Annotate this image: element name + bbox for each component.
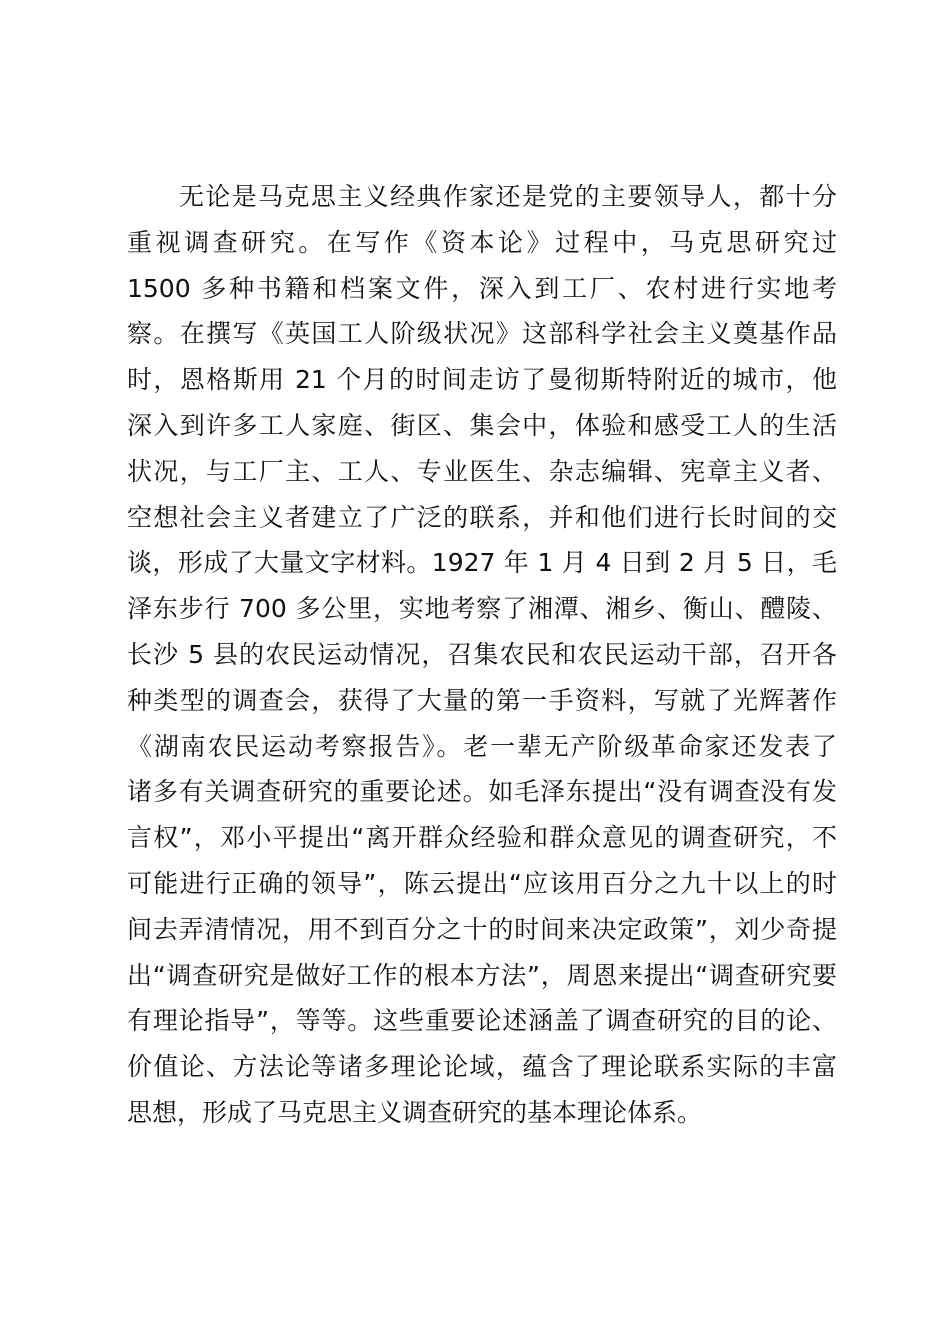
paragraph-line: 《湖南农民运动考察报告》。老一辈无产阶级革命家还发表了 (127, 731, 837, 761)
paragraph-line: 种类型的调查会，获得了大量的第一手资料，写就了光辉著作 (127, 685, 837, 715)
paragraph-line: 时，恩格斯用 21 个月的时间走访了曼彻斯特附近的城市，他 (127, 365, 837, 395)
paragraph-line: 诸多有关调查研究的重要论述。如毛泽东提出“没有调查没有发 (127, 777, 837, 807)
paragraph-line: 可能进行正确的领导”，陈云提出“应该用百分之九十以上的时 (127, 868, 837, 898)
paragraph-line: 思想，形成了马克思主义调查研究的基本理论体系。 (127, 1097, 703, 1127)
paragraph-line: 言权”，邓小平提出“离开群众经验和群众意见的调查研究，不 (127, 823, 837, 853)
paragraph-line: 重视调查研究。在写作《资本论》过程中，马克思研究过 (127, 227, 837, 257)
paragraph-line: 谈，形成了大量文字材料。1927 年 1 月 4 日到 2 月 5 日，毛 (127, 548, 837, 578)
paragraph-line: 间去弄清情况，用不到百分之十的时间来决定政策”，刘少奇提 (127, 914, 837, 944)
paragraph-line: 察。在撰写《英国工人阶级状况》这部科学社会主义奠基作品 (127, 319, 837, 349)
paragraph-line: 价值论、方法论等诸多理论论域，蕴含了理论联系实际的丰富 (127, 1052, 837, 1082)
paragraph-line: 深入到许多工人家庭、街区、集会中，体验和感受工人的生活 (127, 410, 837, 440)
paragraph-line: 无论是马克思主义经典作家还是党的主要领导人，都十分 (179, 182, 837, 211)
paragraph-line: 状况，与工厂主、工人、专业医生、杂志编辑、宪章主义者、 (127, 456, 837, 486)
paragraph-line: 泽东步行 700 多公里，实地考察了湘潭、湘乡、衡山、醴陵、 (127, 594, 837, 624)
body-paragraph (127, 174, 837, 1136)
paragraph-line: 有理论指导”，等等。这些重要论述涵盖了调查研究的目的论、 (127, 1006, 837, 1036)
paragraph-line: 出“调查研究是做好工作的根本方法”，周恩来提出“调查研究要 (127, 960, 837, 990)
paragraph-line: 1500 多种书籍和档案文件，深入到工厂、农村进行实地考 (127, 273, 837, 303)
paragraph-line: 空想社会主义者建立了广泛的联系，并和他们进行长时间的交 (127, 502, 837, 532)
paragraph-line: 长沙 5 县的农民运动情况，召集农民和农民运动干部，召开各 (127, 639, 837, 669)
